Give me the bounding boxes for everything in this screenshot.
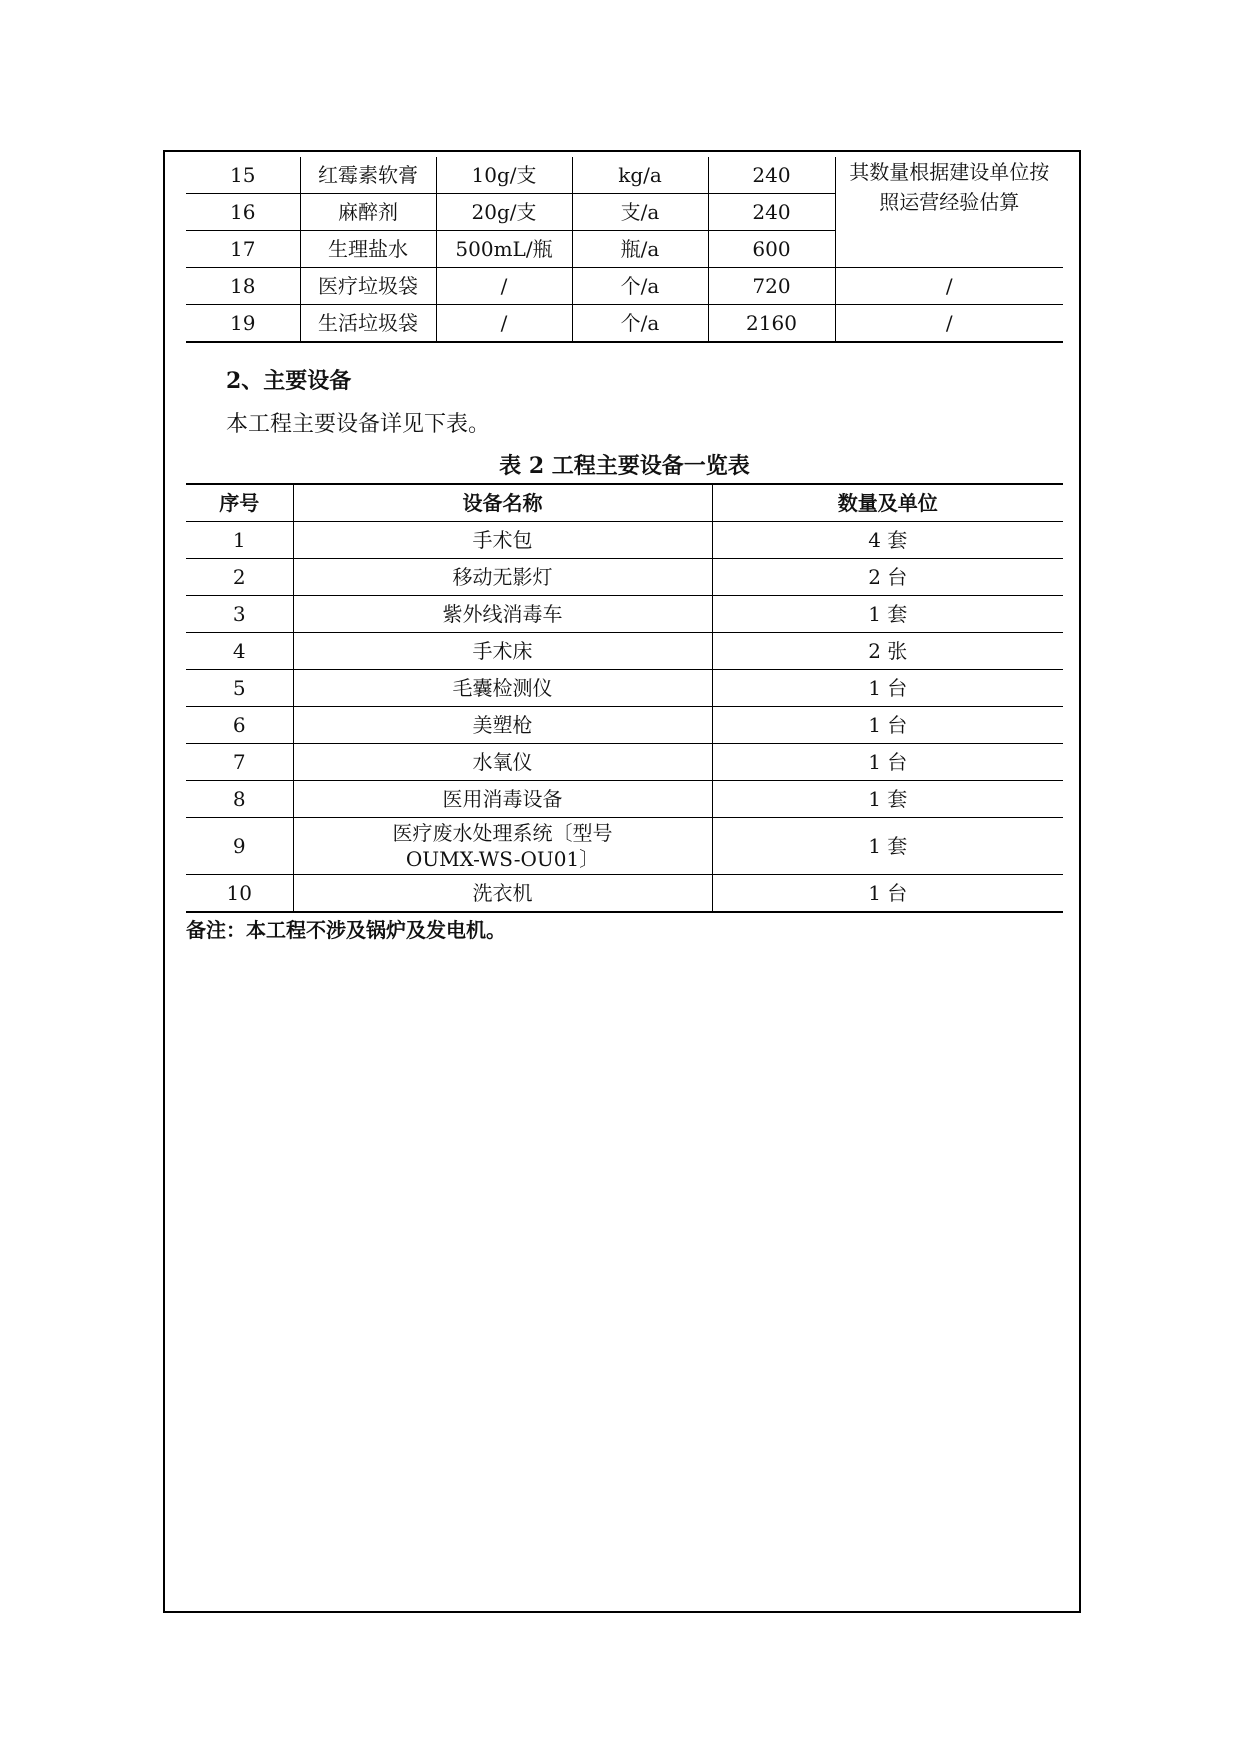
equipment-quantity: 2 张 [712,633,1063,670]
header-name: 设备名称 [293,484,712,522]
row-number: 18 [186,268,300,305]
table-row [186,633,1063,670]
equipment-name: 手术包 [293,522,712,559]
row-number: 5 [186,670,293,707]
equipment-name: 洗衣机 [293,875,712,913]
table-row [186,818,1063,875]
table-caption: 表 2 工程主要设备一览表 [499,453,750,479]
table-row [186,559,1063,596]
equipment-table [186,483,1063,913]
merged-remark: 其数量根据建设单位按照运营经验估算 [835,157,1063,268]
row-number: 8 [186,781,293,818]
equipment-name: 毛囊检测仪 [293,670,712,707]
equipment-name: 美塑枪 [293,707,712,744]
equipment-quantity: 1 台 [712,670,1063,707]
material-unit: 瓶/a [572,231,708,268]
material-spec: 10g/支 [436,157,572,194]
page-frame [163,150,1081,1613]
equipment-quantity: 1 套 [712,781,1063,818]
equipment-name: 紫外线消毒车 [293,596,712,633]
material-amount: 2160 [708,305,835,343]
row-number: 10 [186,875,293,913]
equipment-name-line2: OUMX-WS-OU01〕 [405,847,600,871]
material-name: 红霉素软膏 [300,157,436,194]
materials-table [186,157,1063,343]
row-number: 19 [186,305,300,343]
material-unit: kg/a [572,157,708,194]
table-note: 备注：本工程不涉及锅炉及发电机。 [186,918,506,942]
equipment-quantity: 1 台 [712,707,1063,744]
row-number: 7 [186,744,293,781]
row-number: 4 [186,633,293,670]
material-amount: 720 [708,268,835,305]
material-remark: / [835,268,1063,305]
table-row [186,781,1063,818]
row-number: 1 [186,522,293,559]
table-row [186,305,1063,343]
row-number: 17 [186,231,300,268]
material-name: 医疗垃圾袋 [300,268,436,305]
row-number: 15 [186,157,300,194]
table-row [186,707,1063,744]
material-spec: / [436,268,572,305]
equipment-quantity: 1 台 [712,744,1063,781]
material-amount: 600 [708,231,835,268]
section-title: 2、主要设备 [226,368,352,394]
material-spec: / [436,305,572,343]
material-unit: 支/a [572,194,708,231]
material-unit: 个/a [572,268,708,305]
page-content [186,152,1063,945]
table-header-row [186,484,1063,522]
equipment-quantity: 1 台 [712,875,1063,913]
row-number: 2 [186,559,293,596]
material-spec: 500mL/瓶 [436,231,572,268]
equipment-name: 移动无影灯 [293,559,712,596]
header-quantity: 数量及单位 [712,484,1063,522]
section-intro: 本工程主要设备详见下表。 [226,412,491,437]
table-row [186,268,1063,305]
material-amount: 240 [708,194,835,231]
table-row [186,875,1063,913]
equipment-quantity: 1 套 [712,818,1063,875]
material-spec: 20g/支 [436,194,572,231]
table-row [186,157,1063,194]
equipment-quantity: 4 套 [712,522,1063,559]
material-unit: 个/a [572,305,708,343]
equipment-name: 医用消毒设备 [293,781,712,818]
material-name: 麻醉剂 [300,194,436,231]
material-name: 生活垃圾袋 [300,305,436,343]
equipment-name [293,818,712,875]
header-number: 序号 [186,484,293,522]
row-number: 3 [186,596,293,633]
table-row [186,596,1063,633]
table-row [186,522,1063,559]
equipment-quantity: 1 套 [712,596,1063,633]
material-name: 生理盐水 [300,231,436,268]
equipment-name-line1: 医疗废水处理系统〔型号 [392,821,613,845]
equipment-name: 水氧仪 [293,744,712,781]
equipment-name: 手术床 [293,633,712,670]
material-amount: 240 [708,157,835,194]
row-number: 6 [186,707,293,744]
table-row [186,744,1063,781]
row-number: 16 [186,194,300,231]
equipment-quantity: 2 台 [712,559,1063,596]
row-number: 9 [186,818,293,875]
material-remark: / [835,305,1063,343]
table-row [186,670,1063,707]
